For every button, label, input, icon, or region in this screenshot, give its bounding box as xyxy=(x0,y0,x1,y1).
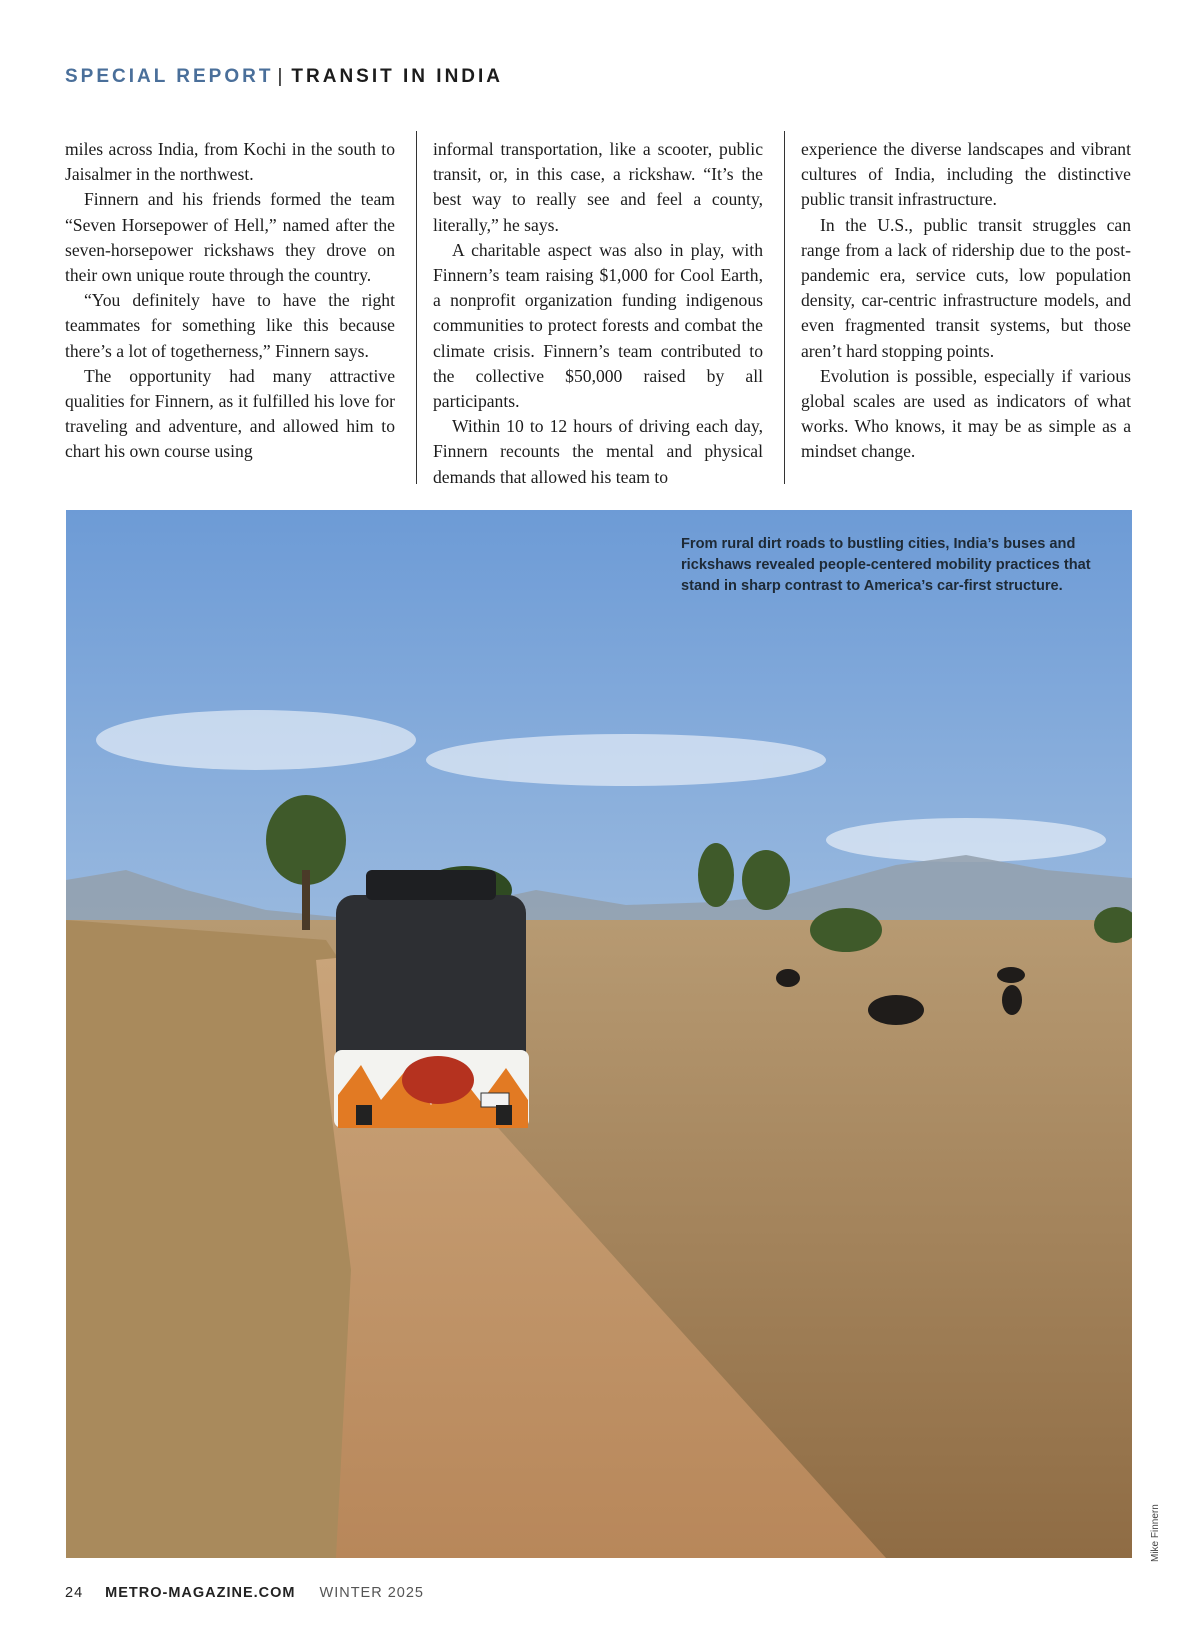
column-rule xyxy=(416,131,417,484)
page-number: 24 xyxy=(65,1585,84,1601)
topic-label: TRANSIT IN INDIA xyxy=(291,66,504,87)
paragraph: A charitable aspect was also in play, with Finnern’s team raising $1,000 for Cool Earth, a nonprofit organization funding indigenous communities to protect forests and combat the climate crisis. Finnern’s team contributed to the collective $50,000 raised by all participants. xyxy=(433,239,763,412)
photo-credit: Mike Finnern xyxy=(1150,1504,1161,1562)
photo-caption: From rural dirt roads to bustling cities, India’s buses and rickshaws revealed people-centered mobility practices that stand in sharp contrast to America’s car-first structure. xyxy=(681,536,1091,594)
paragraph: miles across India, from Kochi in the south to Jaisalmer in the northwest. xyxy=(65,139,395,185)
rickshaw xyxy=(334,870,529,1128)
article-column-2 xyxy=(433,137,763,490)
column-rule xyxy=(784,131,785,484)
paragraph: Finnern and his friends formed the team “Seven Horsepower of Hell,” named after the seven-horsepower rickshaws they drove on their own unique route through the country. xyxy=(65,189,395,286)
header-divider: | xyxy=(277,66,286,87)
rickshaw-photo xyxy=(66,510,1132,1558)
issue-label: WINTER 2025 xyxy=(319,1585,424,1601)
paragraph: Evolution is possible, especially if various global scales are used as indicators of what works. Who knows, it may be as simple as a mindset change. xyxy=(801,365,1131,462)
running-header xyxy=(65,66,503,88)
website-link[interactable]: METRO-MAGAZINE.COM xyxy=(105,1585,296,1601)
paragraph: “You definitely have to have the right teammates for something like this because there’s a lot of togetherness,” Finnern says. xyxy=(65,290,395,361)
section-label: SPECIAL REPORT xyxy=(65,66,274,87)
paragraph: experience the diverse landscapes and vibrant cultures of India, including the distinctive public transit infrastructure. xyxy=(801,139,1131,210)
page-footer xyxy=(65,1585,424,1601)
article-column-1 xyxy=(65,137,395,465)
paragraph: In the U.S., public transit struggles can range from a lack of ridership due to the post-pandemic era, service cuts, low population density, car-centric infrastructure models, and even fragmented transit systems, but those aren’t hard stopping points. xyxy=(801,214,1131,361)
article-column-3 xyxy=(801,137,1131,465)
paragraph: Within 10 to 12 hours of driving each day, Finnern recounts the mental and physical demands that allowed his team to xyxy=(433,416,763,487)
paragraph: The opportunity had many attractive qualities for Finnern, as it fulfilled his love for traveling and adventure, and allowed him to chart his own course using xyxy=(65,365,395,462)
paragraph: informal transportation, like a scooter, public transit, or, in this case, a rickshaw. “It’s the best way to really see and feel a county, literally,” he says. xyxy=(433,139,763,235)
